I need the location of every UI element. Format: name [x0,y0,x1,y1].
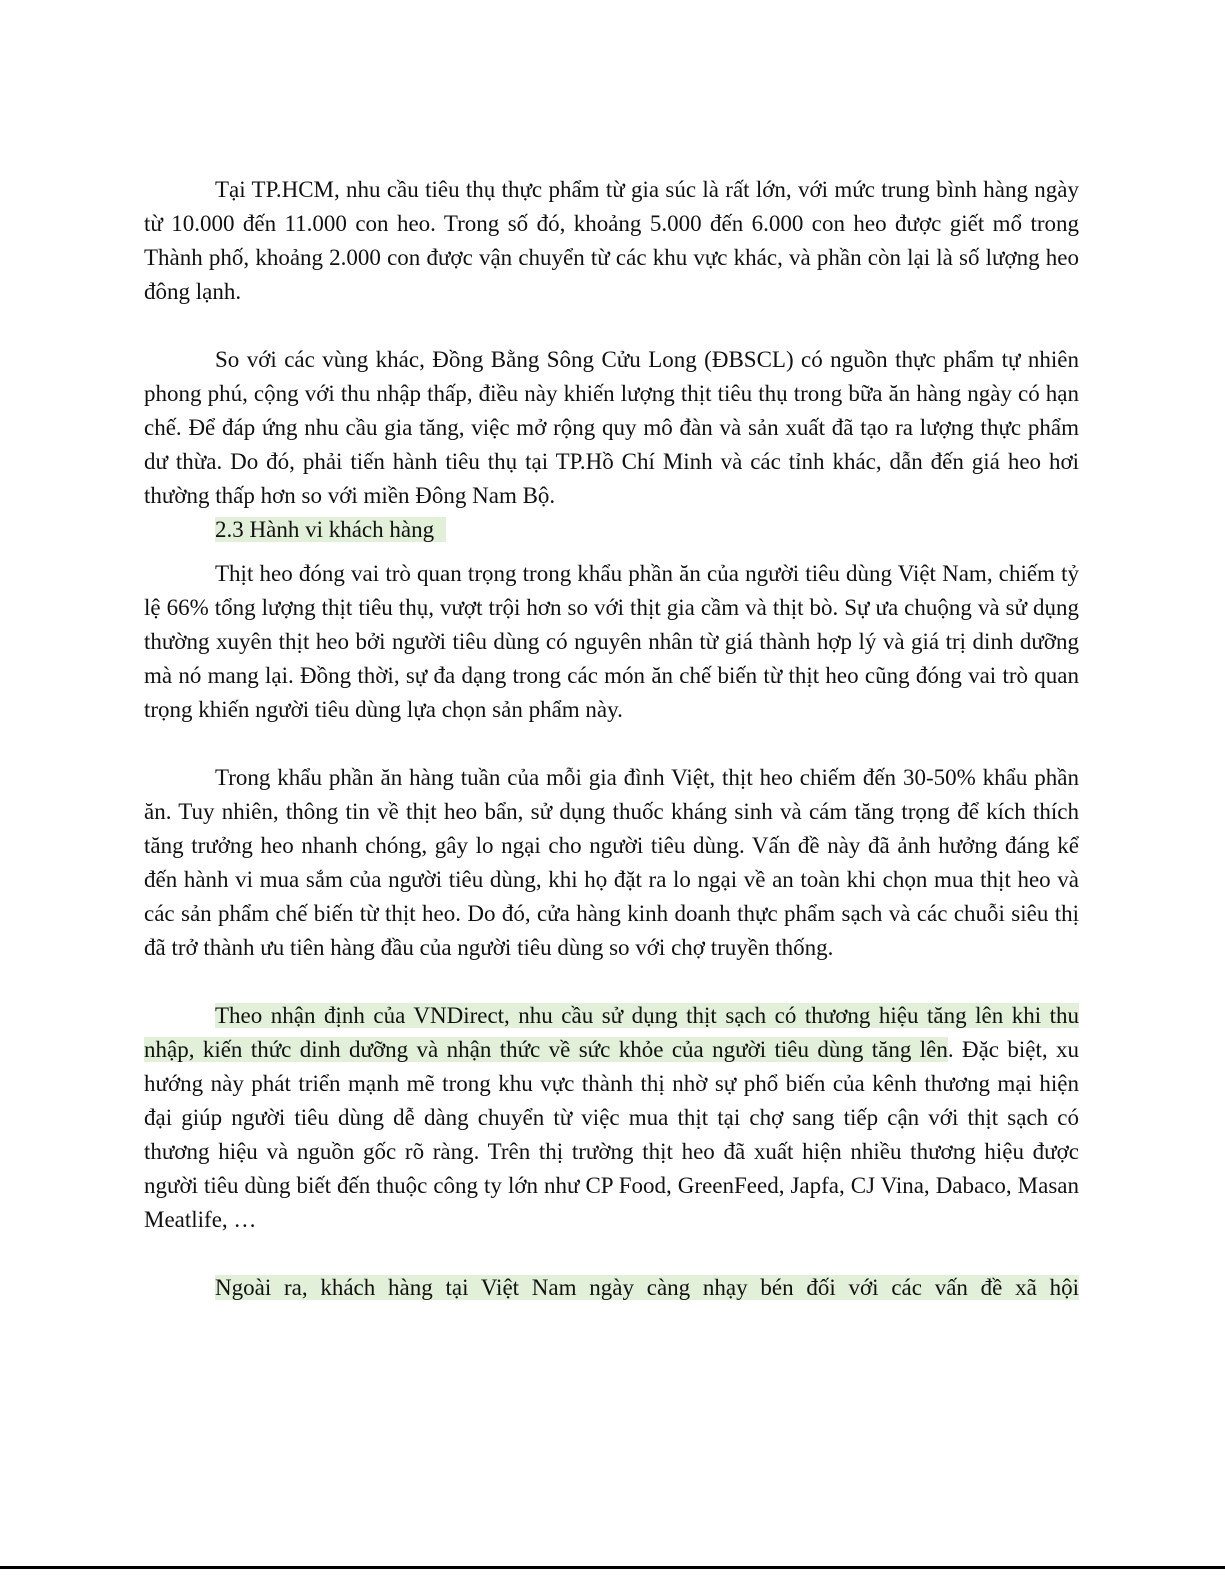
document-body [144,173,1079,1305]
paragraph-mekong-delta: So với các vùng khác, Đồng Bằng Sông Cửu Long (ĐBSCL) có nguồn thực phẩm tự nhiên phong phú, cộng với thu nhập thấp, điều này khiến lượng thịt tiêu thụ trong bữa ăn hàng ngày có hạn chế. Để đáp ứng nhu cầu gia tăng, việc mở rộng quy mô đàn và sản xuất đã tạo ra lượng thực phẩm dư thừa. Do đó, phải tiến hành tiêu thụ tại TP.Hồ Chí Minh và các tỉnh khác, dẫn đến giá heo hơi thường thấp hơn so với miền Đông Nam Bộ. [144,347,1079,508]
section-heading-text: 2.3 Hành vi khách hàng [215,517,446,542]
highlighted-text: Ngoài ra, khách hàng tại Việt Nam ngày càng nhạy bén đối với các vấn đề xã hội [215,1275,1079,1300]
paragraph-meat-demand-hcmc: Tại TP.HCM, nhu cầu tiêu thụ thực phẩm từ gia súc là rất lớn, với mức trung bình hàng ngày từ 10.000 đến 11.000 con heo. Trong số đó, khoảng 5.000 đến 6.000 con heo được giết mổ trong Thành phố, khoảng 2.000 con được vận chuyển từ các khu vực khác, và phần còn lại là số lượng heo đông lạnh. [144,177,1079,304]
paragraph-pork-importance: Thịt heo đóng vai trò quan trọng trong khẩu phần ăn của người tiêu dùng Việt Nam, chiếm tỷ lệ 66% tổng lượng thịt tiêu thụ, vượt trội hơn so với thịt gia cầm và thịt bò. Sự ưa chuộng và sử dụng thường xuyên thịt heo bởi người tiêu dùng có nguyên nhân từ giá thành hợp lý và giá trị dinh dưỡng mà nó mang lại. Đồng thời, sự đa dạng trong các món ăn chế biến từ thịt heo cũng đóng vai trò quan trọng khiến người tiêu dùng lựa chọn sản phẩm này. [144,561,1079,722]
paragraph-text: . Đặc biệt, xu hướng này phát triển mạnh mẽ trong khu vực thành thị nhờ sự phổ biến của kênh thương mại hiện đại giúp người tiêu dùng dễ dàng chuyển từ việc mua thịt tại chợ sang tiếp cận với thịt sạch có thương hiệu và nguồn gốc rõ ràng. Trên thị trường thịt heo đã xuất hiện nhiều thương hiệu được người tiêu dùng biết đến thuộc công ty lớn như CP Food, GreenFeed, Japfa, CJ Vina, Dabaco, Masan Meatlife, … [144,1037,1079,1232]
paragraph-social-issues [144,1271,1079,1305]
section-heading [144,513,1079,547]
paragraph-pork-safety-concerns: Trong khẩu phần ăn hàng tuần của mỗi gia đình Việt, thịt heo chiếm đến 30-50% khẩu phần ăn. Tuy nhiên, thông tin về thịt heo bẩn, sử dụng thuốc kháng sinh và cám tăng trọng để kích thích tăng trưởng heo nhanh chóng, gây lo ngại cho người tiêu dùng. Vấn đề này đã ảnh hưởng đáng kể đến hành vi mua sắm của người tiêu dùng, khi họ đặt ra lo ngại về an toàn khi chọn mua thịt heo và các sản phẩm chế biến từ thịt heo. Do đó, cửa hàng kinh doanh thực phẩm sạch và các chuỗi siêu thị đã trở thành ưu tiên hàng đầu của người tiêu dùng so với chợ truyền thống. [144,765,1079,960]
highlighted-text: Theo nhận định của VNDirect, nhu cầu sử dụng thịt sạch có thương hiệu tăng lên khi thu nhập, kiến thức dinh dưỡng và nhận thức về sức khỏe của người tiêu dùng tăng lên [144,1003,1079,1062]
page-bottom-border [0,1566,1225,1569]
paragraph-branded-meat-trend [144,999,1079,1237]
